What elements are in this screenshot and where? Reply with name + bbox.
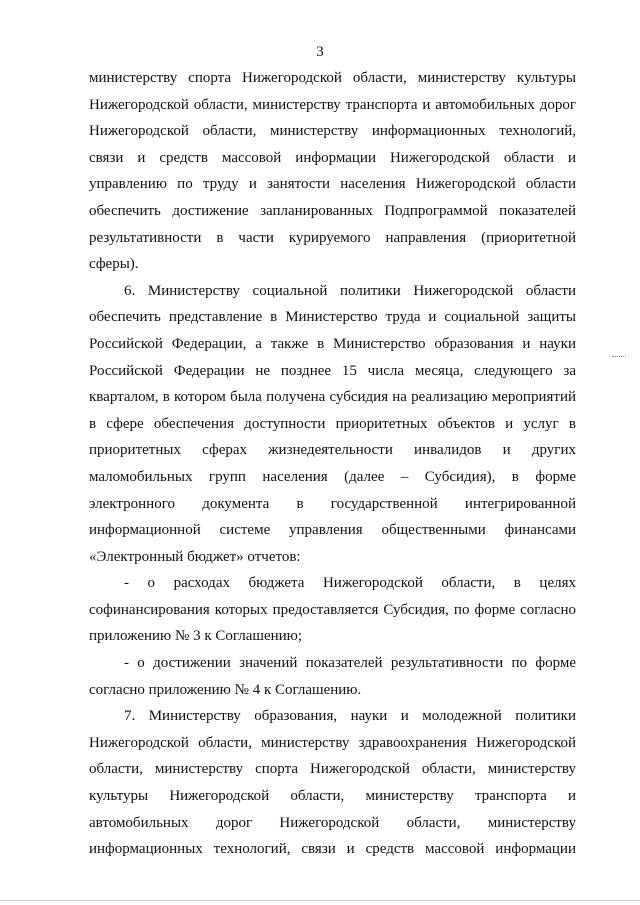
text-line: приоритетных сферах жизнедеятельности инвалидов и других	[89, 442, 576, 459]
text-line: Российской Федерации, а также в Министерство образования и науки	[89, 335, 576, 352]
text-line: Нижегородской области, министерству информационных технологий,	[89, 123, 576, 140]
scan-artifact	[612, 356, 626, 357]
text-line: согласно приложению № 4 к Соглашению.	[89, 681, 362, 698]
text-line: культуры Нижегородской области, министерству транспорта и	[89, 788, 576, 805]
paragraph-item-7	[89, 703, 576, 863]
text-line: - о достижении значений показателей результативности по форме	[124, 655, 576, 672]
text-line: приложению № 3 к Соглашению;	[89, 628, 303, 645]
document-body	[89, 65, 576, 863]
text-line: области, министерству спорта Нижегородской области, министерству	[89, 761, 576, 778]
page-edge	[0, 900, 640, 901]
list-item-indicators-report	[89, 650, 576, 703]
text-line: кварталом, в котором была получена субсидия на реализацию мероприятий	[89, 389, 576, 406]
text-line: информационной системе управления общественными финансами	[89, 522, 576, 539]
text-line: - о расходах бюджета Нижегородской области, в целях	[124, 575, 576, 592]
text-line: обеспечить представление в Министерство труда и социальной защиты	[89, 309, 576, 326]
text-line: Российской Федерации не позднее 15 числа месяца, следующего за	[89, 362, 576, 379]
text-line: автомобильных дорог Нижегородской области, министерству	[89, 814, 576, 831]
text-line: «Электронный бюджет» отчетов:	[89, 548, 301, 565]
page-number: 3	[316, 44, 324, 60]
text-line: управлению по труду и занятости населения Нижегородской области	[89, 176, 576, 193]
text-line: маломобильных групп населения (далее – Субсидия), в форме	[89, 468, 576, 485]
text-line: электронного документа в государственной интегрированной	[89, 495, 576, 512]
text-line: в сфере обеспечения доступности приоритетных объектов и услуг в	[89, 415, 576, 432]
text-line: софинансирования которых предоставляется Субсидия, по форме согласно	[89, 601, 576, 618]
paragraph-continuation	[89, 65, 576, 278]
text-line: обеспечить достижение запланированных Подпрограммой показателей	[89, 202, 576, 219]
text-line: министерству спорта Нижегородской области, министерству культуры	[89, 70, 576, 86]
paragraph-item-6	[89, 278, 576, 571]
text-line: информационных технологий, связи и средств массовой информации	[89, 841, 576, 858]
text-line: 6. Министерству социальной политики Нижегородской области	[124, 282, 576, 299]
text-line: 7. Министерству образования, науки и молодежной политики	[124, 708, 576, 725]
list-item-expenses-report	[89, 570, 576, 650]
text-line: результативности в части курируемого направления (приоритетной	[89, 229, 576, 246]
text-line: Нижегородской области, министерству транспорта и автомобильных дорог	[89, 96, 576, 113]
text-line: связи и средств массовой информации Нижегородской области и	[89, 149, 576, 166]
text-line: Нижегородской области, министерству здравоохранения Нижегородской	[89, 734, 576, 751]
text-line: сферы).	[89, 256, 139, 273]
